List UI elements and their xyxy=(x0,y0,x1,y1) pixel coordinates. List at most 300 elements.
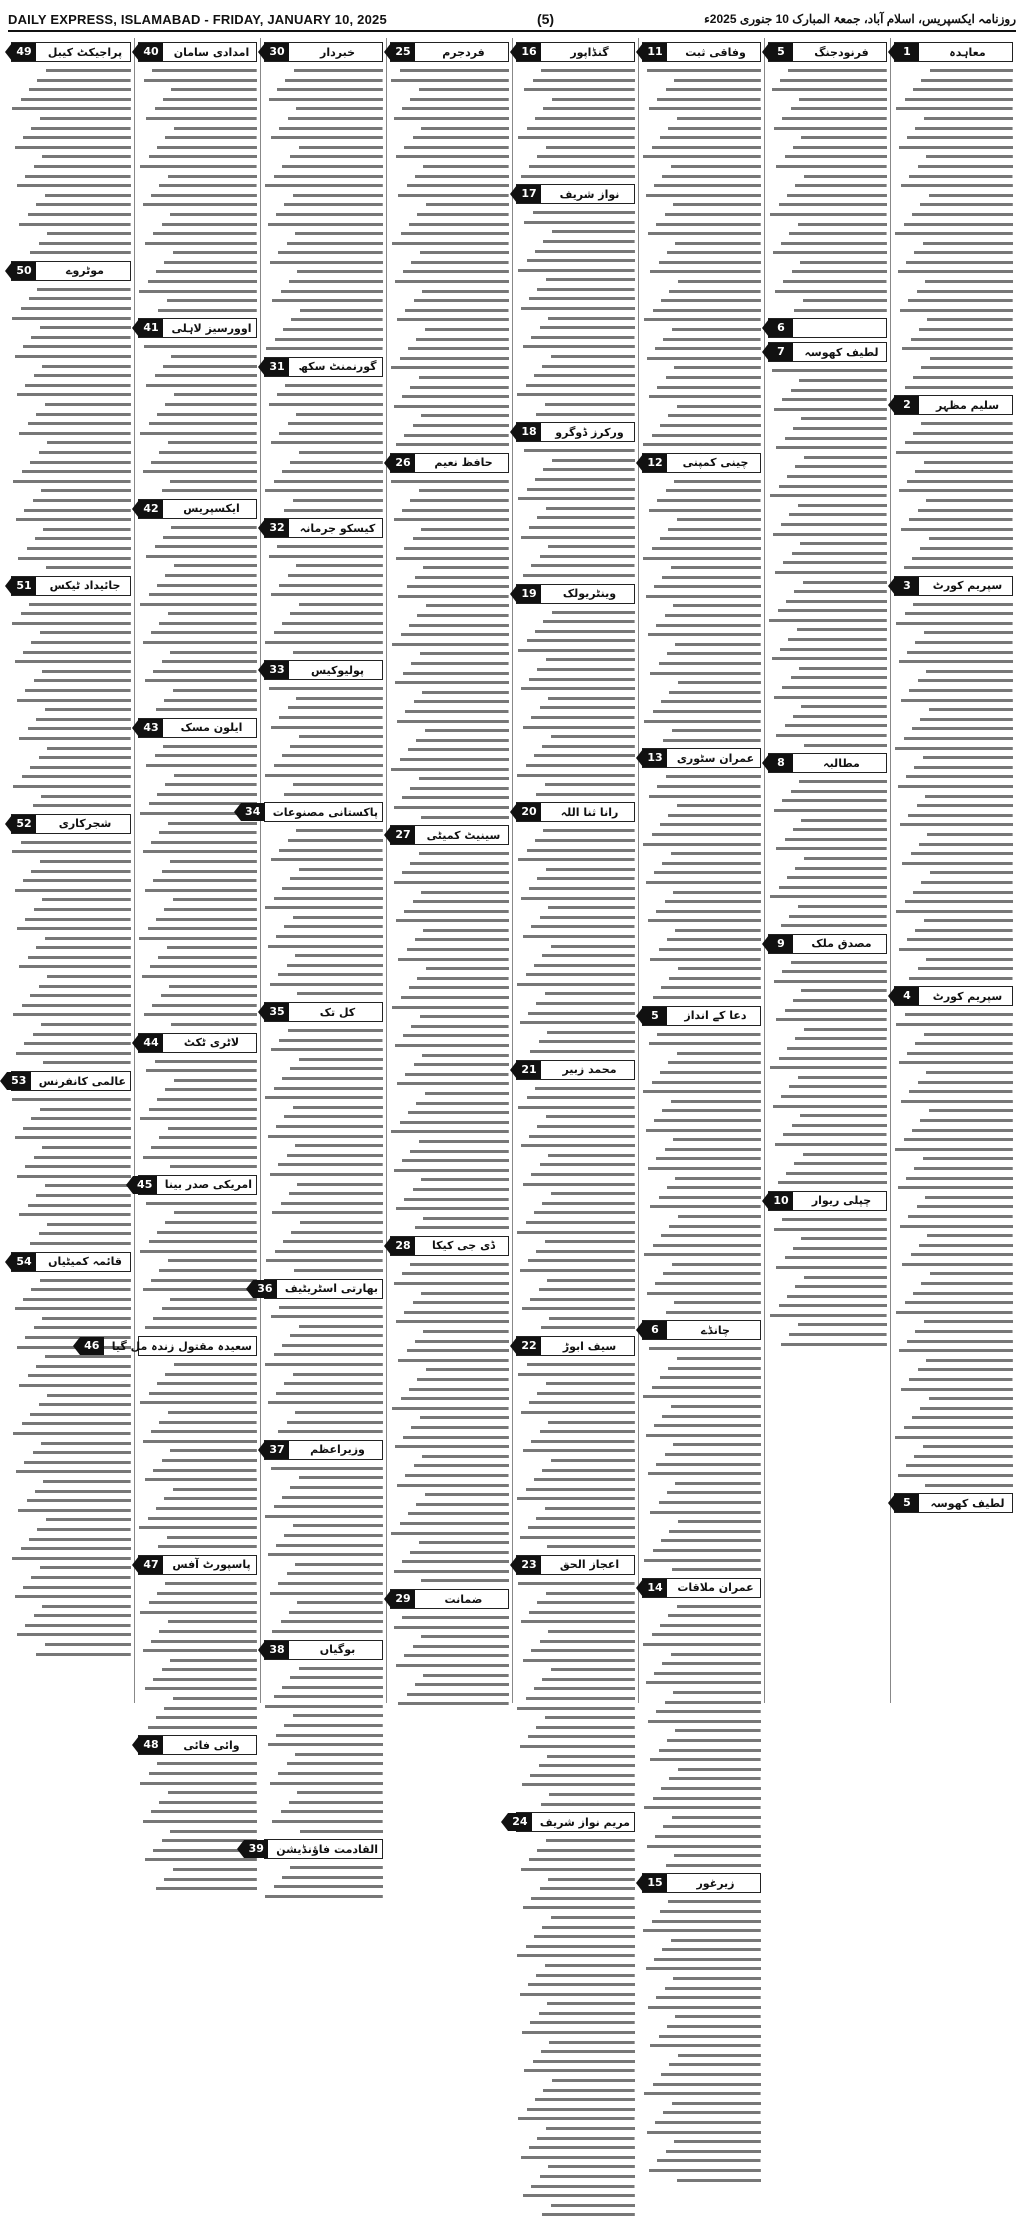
text-line xyxy=(138,1778,257,1788)
text-line xyxy=(768,920,887,930)
text-line xyxy=(768,596,887,606)
text-line xyxy=(642,591,761,601)
story-headline-bar xyxy=(390,825,509,845)
text-line xyxy=(138,1104,257,1114)
text-line xyxy=(11,123,131,133)
text-line xyxy=(11,971,131,981)
news-story xyxy=(516,802,635,1055)
story-number-badge: 42 xyxy=(139,500,163,518)
news-story xyxy=(894,42,1013,391)
text-line xyxy=(138,704,257,714)
text-line xyxy=(894,1470,1013,1480)
text-line xyxy=(516,1960,635,1970)
text-line xyxy=(264,931,383,941)
text-line xyxy=(516,2152,635,2162)
text-line xyxy=(264,1140,383,1150)
story-body-text xyxy=(264,541,383,656)
text-line xyxy=(264,485,383,495)
story-headline-bar xyxy=(11,576,131,596)
text-line xyxy=(516,979,635,989)
text-line xyxy=(768,740,887,750)
text-line xyxy=(264,912,383,922)
text-line xyxy=(390,1556,509,1566)
text-line xyxy=(264,276,383,286)
text-line xyxy=(894,1364,1013,1374)
text-line xyxy=(264,1559,383,1569)
text-line xyxy=(642,829,761,839)
text-line xyxy=(390,199,509,209)
text-line xyxy=(11,1649,131,1659)
text-line xyxy=(516,171,635,181)
story-body-text xyxy=(642,1896,761,2184)
text-line xyxy=(516,1799,635,1809)
story-headline-bar xyxy=(642,748,761,768)
text-line xyxy=(11,1057,131,1067)
text-line xyxy=(138,276,257,286)
text-line xyxy=(264,760,383,770)
text-line xyxy=(390,132,509,142)
text-line xyxy=(642,533,761,543)
text-line xyxy=(390,1326,509,1336)
text-line xyxy=(264,1265,383,1275)
text-line xyxy=(768,872,887,882)
text-line xyxy=(11,1142,131,1152)
text-line xyxy=(390,123,509,133)
news-column xyxy=(764,38,890,1703)
text-line xyxy=(642,2059,761,2069)
text-line xyxy=(264,779,383,789)
story-headline-bar xyxy=(264,518,383,538)
text-line xyxy=(642,1372,761,1382)
text-line xyxy=(642,925,761,935)
text-line xyxy=(11,84,131,94)
text-line xyxy=(11,1399,131,1409)
text-line xyxy=(138,971,257,981)
text-line xyxy=(138,1768,257,1778)
text-line xyxy=(516,2142,635,2152)
text-line xyxy=(516,616,635,626)
story-body-text xyxy=(264,1463,383,1636)
text-line xyxy=(516,1131,635,1141)
text-line xyxy=(642,1793,761,1803)
text-line xyxy=(768,538,887,548)
text-line xyxy=(138,1693,257,1703)
text-line xyxy=(390,238,509,248)
text-line xyxy=(264,1044,383,1054)
text-line xyxy=(390,1259,509,1269)
text-line xyxy=(642,1201,761,1211)
text-line xyxy=(264,1397,383,1407)
text-line xyxy=(11,695,131,705)
story-headline: مطالبہ xyxy=(823,756,860,770)
text-line xyxy=(390,1288,509,1298)
text-line xyxy=(642,1182,761,1192)
text-line xyxy=(768,519,887,529)
text-line xyxy=(642,1048,761,1058)
text-line xyxy=(390,1345,509,1355)
text-line xyxy=(894,485,1013,495)
text-line xyxy=(390,334,509,344)
text-line xyxy=(390,1679,509,1689)
story-number-badge: 29 xyxy=(391,1590,415,1608)
news-story xyxy=(245,802,383,998)
text-line xyxy=(894,839,1013,849)
text-line xyxy=(642,982,761,992)
text-line xyxy=(138,1474,257,1484)
news-story xyxy=(390,1236,509,1585)
text-line xyxy=(894,810,1013,820)
text-line xyxy=(264,854,383,864)
story-headline-bar xyxy=(248,1839,383,1859)
text-line xyxy=(516,941,635,951)
text-line xyxy=(516,2161,635,2171)
text-line xyxy=(264,627,383,637)
text-line xyxy=(768,180,887,190)
text-line xyxy=(516,361,635,371)
text-line xyxy=(642,1745,761,1755)
text-line xyxy=(138,84,257,94)
story-body-text xyxy=(11,65,131,257)
text-line xyxy=(390,362,509,372)
text-line xyxy=(264,1131,383,1141)
text-line xyxy=(11,1029,131,1039)
story-headline: امدادی سامان xyxy=(173,45,250,59)
text-line xyxy=(138,933,257,943)
text-line xyxy=(516,1407,635,1417)
text-line xyxy=(264,969,383,979)
text-line xyxy=(138,199,257,209)
text-line xyxy=(768,113,887,123)
text-line xyxy=(138,608,257,618)
text-line xyxy=(11,952,131,962)
text-line xyxy=(516,654,635,664)
text-line xyxy=(390,982,509,992)
story-headline-bar xyxy=(257,1279,383,1299)
story-body-text xyxy=(516,1835,635,2219)
text-line xyxy=(264,770,383,780)
text-line xyxy=(894,819,1013,829)
text-line xyxy=(264,1092,383,1102)
text-line xyxy=(390,600,509,610)
text-line xyxy=(642,1954,761,1964)
text-line xyxy=(516,1265,635,1275)
text-line xyxy=(138,380,257,390)
text-line xyxy=(390,533,509,543)
text-line xyxy=(390,934,509,944)
text-line xyxy=(138,1322,257,1332)
text-line xyxy=(516,1854,635,1864)
text-line xyxy=(516,950,635,960)
story-body-text xyxy=(516,65,635,180)
text-line xyxy=(390,1021,509,1031)
text-line xyxy=(642,2107,761,2117)
text-line xyxy=(264,618,383,628)
news-column xyxy=(512,38,638,1829)
text-line xyxy=(390,1078,509,1088)
text-line xyxy=(11,370,131,380)
text-line xyxy=(264,84,383,94)
text-line xyxy=(768,1291,887,1301)
text-line xyxy=(390,257,509,267)
text-line xyxy=(390,142,509,152)
story-body-text xyxy=(138,741,257,1029)
story-body-text xyxy=(138,1758,257,1892)
text-line xyxy=(642,1125,761,1135)
text-line xyxy=(138,1806,257,1816)
story-number-badge: 24 xyxy=(508,1813,532,1831)
text-line xyxy=(642,600,761,610)
text-line xyxy=(768,84,887,94)
text-line xyxy=(390,1660,509,1670)
text-line xyxy=(768,123,887,133)
story-headline: چانڈے xyxy=(701,1323,730,1337)
text-line xyxy=(138,476,257,486)
story-headline: اعجاز الحق xyxy=(559,1558,620,1572)
text-line xyxy=(642,171,761,181)
story-body-text xyxy=(894,418,1013,572)
text-line xyxy=(11,332,131,342)
text-line xyxy=(264,1340,383,1350)
text-line xyxy=(516,960,635,970)
story-headline: ایکسپریس xyxy=(183,502,240,516)
story-headline-bar xyxy=(11,1071,131,1091)
text-line xyxy=(390,1641,509,1651)
text-line xyxy=(390,1412,509,1422)
text-line xyxy=(516,560,635,570)
text-line xyxy=(894,180,1013,190)
text-line xyxy=(642,2136,761,2146)
story-headline-bar xyxy=(516,1060,635,1080)
text-line xyxy=(11,1219,131,1229)
text-line xyxy=(390,1194,509,1204)
story-headline: وینٹریولک xyxy=(562,587,617,600)
text-line xyxy=(516,2104,635,2114)
text-line xyxy=(138,532,257,542)
text-line xyxy=(390,180,509,190)
text-line xyxy=(11,380,131,390)
story-headline-bar xyxy=(264,42,383,62)
text-line xyxy=(894,65,1013,75)
text-line xyxy=(516,1503,635,1513)
text-line xyxy=(642,334,761,344)
text-line xyxy=(516,1532,635,1542)
text-line xyxy=(264,570,383,580)
text-line xyxy=(264,1710,383,1720)
text-line xyxy=(264,950,383,960)
text-line xyxy=(642,75,761,85)
text-line xyxy=(642,439,761,449)
text-line xyxy=(11,961,131,971)
text-line xyxy=(11,247,131,257)
text-line xyxy=(390,1374,509,1384)
text-line xyxy=(516,1588,635,1598)
text-line xyxy=(390,372,509,382)
text-line xyxy=(516,1922,635,1932)
story-headline: بوگیاں xyxy=(319,1643,356,1656)
text-line xyxy=(516,1513,635,1523)
text-line xyxy=(894,1163,1013,1173)
text-line xyxy=(138,1313,257,1323)
story-headline-bar xyxy=(516,1555,635,1575)
text-line xyxy=(390,1059,509,1069)
text-line xyxy=(264,199,383,209)
text-line xyxy=(11,1418,131,1428)
text-line xyxy=(894,1297,1013,1307)
text-line xyxy=(642,1221,761,1231)
text-line xyxy=(390,1050,509,1060)
text-line xyxy=(894,94,1013,104)
text-line xyxy=(516,217,635,227)
text-line xyxy=(642,1944,761,1954)
story-body-text xyxy=(642,65,761,449)
text-line xyxy=(642,180,761,190)
text-line xyxy=(516,1198,635,1208)
story-headline-bar xyxy=(11,814,131,834)
text-line xyxy=(138,180,257,190)
text-line xyxy=(516,1465,635,1475)
text-line xyxy=(894,1412,1013,1422)
text-line xyxy=(516,1236,635,1246)
text-line xyxy=(264,295,383,305)
text-line xyxy=(264,1616,383,1626)
text-line xyxy=(138,1265,257,1275)
story-body-text xyxy=(390,848,509,1232)
text-line xyxy=(516,1313,635,1323)
text-line xyxy=(894,791,1013,801)
text-line xyxy=(11,543,131,553)
text-line xyxy=(642,1831,761,1841)
text-line xyxy=(642,1096,761,1106)
story-body-text xyxy=(390,65,509,449)
text-line xyxy=(138,1607,257,1617)
text-line xyxy=(516,1359,635,1369)
text-line xyxy=(138,894,257,904)
story-headline-bar xyxy=(894,576,1013,596)
text-line xyxy=(894,372,1013,382)
text-line xyxy=(894,647,1013,657)
text-line xyxy=(768,720,887,730)
text-line xyxy=(390,696,509,706)
text-line xyxy=(516,1255,635,1265)
story-headline: شجرکاری xyxy=(58,817,112,831)
text-line xyxy=(642,1639,761,1649)
text-line xyxy=(768,1262,887,1272)
text-line xyxy=(390,992,509,1002)
text-line xyxy=(264,1881,383,1891)
text-line xyxy=(516,2133,635,2143)
text-line xyxy=(516,351,635,361)
text-line xyxy=(390,324,509,334)
text-line xyxy=(894,1374,1013,1384)
text-line xyxy=(894,599,1013,609)
text-line xyxy=(390,305,509,315)
text-line xyxy=(768,471,887,481)
text-line xyxy=(138,1797,257,1807)
text-line xyxy=(138,1664,257,1674)
text-line xyxy=(264,190,383,200)
text-line xyxy=(138,1636,257,1646)
text-line xyxy=(138,1275,257,1285)
text-line xyxy=(138,1484,257,1494)
text-line xyxy=(264,1482,383,1492)
story-headline-bar xyxy=(516,42,635,62)
text-line xyxy=(516,864,635,874)
text-line xyxy=(390,1336,509,1346)
text-line xyxy=(11,437,131,447)
text-line xyxy=(390,639,509,649)
text-line xyxy=(138,1541,257,1551)
text-line xyxy=(11,457,131,467)
text-line xyxy=(390,754,509,764)
text-line xyxy=(642,1764,761,1774)
text-line xyxy=(264,637,383,647)
text-line xyxy=(768,247,887,257)
text-line xyxy=(642,658,761,668)
text-line xyxy=(264,789,383,799)
text-line xyxy=(264,1787,383,1797)
story-number-badge: 32 xyxy=(265,519,289,537)
news-story xyxy=(264,1640,383,1836)
text-line xyxy=(264,1626,383,1636)
text-line xyxy=(11,1132,131,1142)
text-line xyxy=(11,1200,131,1210)
text-line xyxy=(516,1674,635,1684)
text-line xyxy=(138,618,257,628)
text-line xyxy=(894,675,1013,685)
text-line xyxy=(516,741,635,751)
text-line xyxy=(390,353,509,363)
text-line xyxy=(516,512,635,522)
text-line xyxy=(11,209,131,219)
text-line xyxy=(390,792,509,802)
text-line xyxy=(516,2171,635,2181)
text-line xyxy=(11,837,131,847)
text-line xyxy=(264,1730,383,1740)
text-line xyxy=(390,1364,509,1374)
text-line xyxy=(11,933,131,943)
text-line xyxy=(390,572,509,582)
text-line xyxy=(516,455,635,465)
text-line xyxy=(894,199,1013,209)
story-headline: لاٹری ٹکٹ xyxy=(183,1036,240,1050)
text-line xyxy=(516,1731,635,1741)
text-line xyxy=(11,199,131,209)
text-line xyxy=(516,1989,635,1999)
text-line xyxy=(11,447,131,457)
story-headline: سیف ابوڑ xyxy=(562,1339,617,1353)
text-line xyxy=(894,1278,1013,1288)
story-body-text xyxy=(768,1214,887,1348)
story-number-badge: 44 xyxy=(139,1034,163,1052)
story-headline: القادمت فاؤنڈیشن xyxy=(276,1842,378,1856)
text-line xyxy=(390,1155,509,1165)
text-line xyxy=(642,1735,761,1745)
text-line xyxy=(642,1115,761,1125)
text-line xyxy=(390,591,509,601)
text-line xyxy=(516,1979,635,1989)
text-line xyxy=(768,1168,887,1178)
text-line xyxy=(138,1000,257,1010)
text-line xyxy=(642,706,761,716)
text-line xyxy=(264,1330,383,1340)
story-body-text xyxy=(516,825,635,1055)
text-line xyxy=(390,1670,509,1680)
story-headline: قائمہ کمیٹیاں xyxy=(48,1255,122,1268)
text-line xyxy=(894,533,1013,543)
text-line xyxy=(390,84,509,94)
text-line xyxy=(138,171,257,181)
text-line xyxy=(768,1062,887,1072)
